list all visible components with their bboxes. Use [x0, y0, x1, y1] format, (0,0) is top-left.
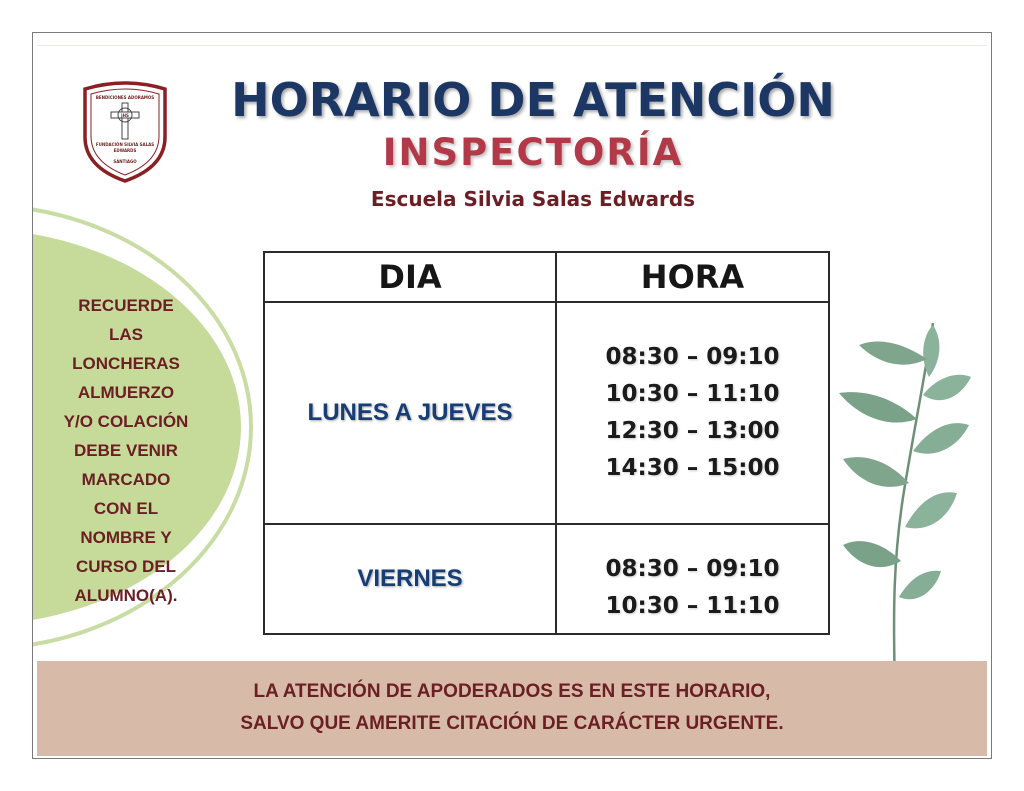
leaf-branch-icon: [833, 315, 973, 695]
hour-range: 14:30 – 15:00: [605, 455, 780, 481]
day-column-header: DIA: [264, 252, 556, 302]
poster-title: HORARIO DE ATENCIÓN: [231, 73, 835, 127]
hours-cell: [556, 302, 829, 524]
lunchbox-reminder: RECUERDE LAS LONCHERAS ALMUERZO Y/O COLACIÓN DEBE VENIR MARCADO CON EL NOMBRE Y CURSO DEL ALUMNO(A).: [63, 296, 189, 605]
schedule-table: [263, 251, 830, 635]
hour-range: 12:30 – 13:00: [605, 418, 780, 444]
day-cell: LUNES A JUEVES: [264, 302, 556, 524]
footer-banner: [37, 661, 987, 756]
hour-range: 10:30 – 11:10: [605, 381, 780, 407]
poster-subtitle: INSPECTORÍA: [382, 131, 684, 174]
poster: [32, 32, 992, 759]
hour-range: 08:30 – 09:10: [605, 556, 780, 582]
crest-band-line-1: FUNDACIÓN SILVIA SALAS: [95, 142, 155, 147]
top-divider: [37, 45, 987, 46]
hour-column-header: HORA: [556, 252, 829, 302]
table-header-row: [264, 252, 829, 302]
footer-notice-line-2: SALVO QUE AMERITE CITACIÓN DE CARÁCTER URGENTE.: [240, 713, 784, 734]
crest-arc-text: BENDICIONES ADORAMOS: [95, 95, 155, 100]
hour-range: 10:30 – 11:10: [605, 593, 780, 619]
table-row: [264, 302, 829, 524]
crest-center-text: JHS: [121, 113, 129, 118]
school-name: Escuela Silvia Salas Edwards: [370, 187, 696, 211]
crest-bottom-text: SANTIAGO: [113, 159, 137, 164]
footer-notice-line-1: LA ATENCIÓN DE APODERADOS ES EN ESTE HORARIO,: [253, 681, 771, 702]
hours-cell: [556, 524, 829, 634]
day-cell: VIERNES: [264, 524, 556, 634]
hour-range: 08:30 – 09:10: [605, 344, 780, 370]
crest-band-line-2: EDWARDS: [113, 148, 137, 153]
table-row: [264, 524, 829, 634]
